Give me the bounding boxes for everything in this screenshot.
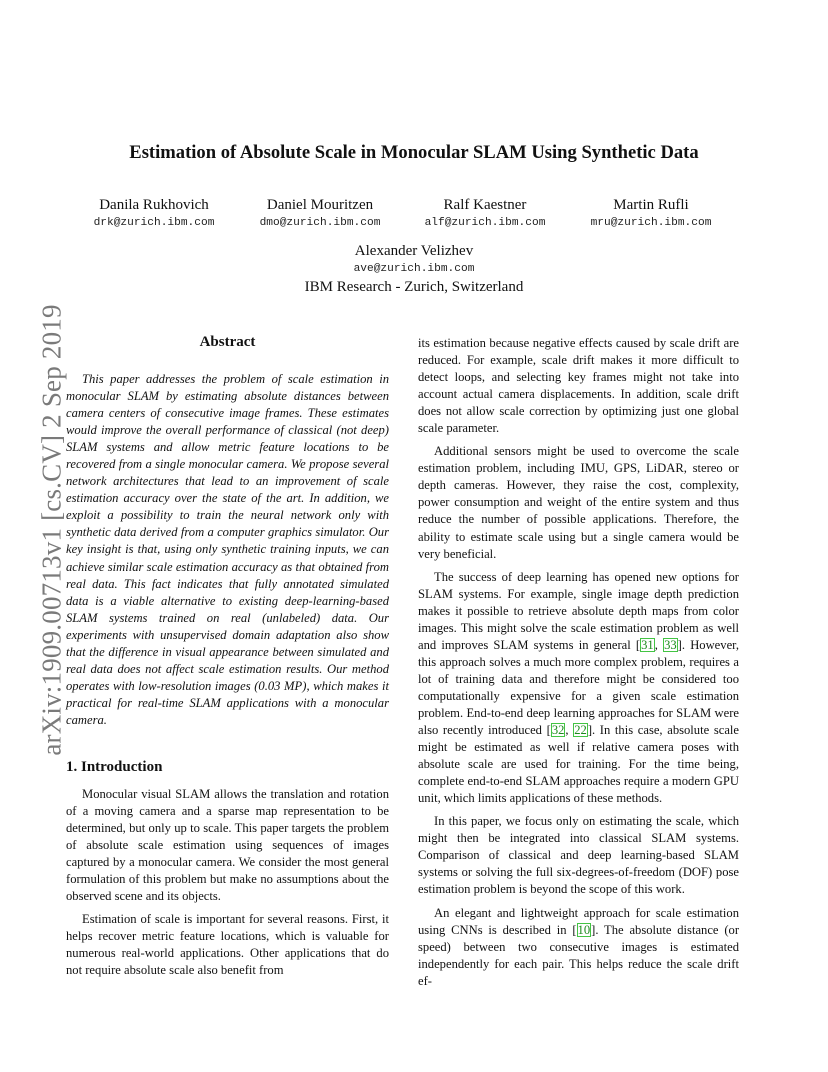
author-name: Martin Rufli — [613, 197, 689, 213]
citation-link[interactable]: 10 — [577, 922, 591, 937]
paragraph-text: ]. However, this approach solves a much more complex problem, requires a lot of training data and therefore might be considered too computationally expensive for a given scale estimation problem. End-to-end deep learning approaches for SLAM were also recently introduced [ — [418, 637, 739, 738]
paragraph: In this paper, we focus only on estimating the scale, which might then be integrated into classical SLAM systems. Comparison of classical and deep learning-based SLAM systems or solving the full six-degrees-of-freedom (DOF) pose estimation problem is beyond the scope of this work. — [418, 814, 739, 897]
paragraph: Monocular visual SLAM allows the translation and rotation of a moving camera and a sparse map representation to be determined, but only up to scale. This paper targets the problem of absolute scale estimation using sequences of images captured by a monocular camera. We consider the most general formulation of this problem but make no assumptions about the observed scene and its objects. — [66, 787, 389, 904]
paragraph-text: ]. The absolute distance (or speed) between two consecutive images is estimated independently for each pair. This helps reduce the scale drift ef- — [418, 922, 740, 988]
paragraph — [418, 905, 739, 990]
abstract-body — [66, 371, 389, 729]
abstract-heading: Abstract — [199, 334, 256, 350]
introduction-body — [66, 786, 389, 980]
author-name: Danila Rukhovich — [99, 197, 209, 213]
author-name: Ralf Kaestner — [443, 197, 527, 213]
author-email: drk@zurich.ibm.com — [93, 217, 215, 229]
author-email: alf@zurich.ibm.com — [424, 217, 546, 229]
paragraph: Additional sensors might be used to overcome the scale estimation problem, including IMU, GPS, LiDAR, stereo or depth cameras. However, they raise the cost, complexity, power consumption and weight of the entire system and thus reduce the number of possible applications. Therefore, the ability to estimate scale using but a single camera would be very beneficial. — [418, 444, 739, 561]
paragraph-text: ]. In this case, absolute scale might be estimated as well if relative camera poses with absolute scale are used for training. For the time being, complete end-to-end SLAM approaches require a modern GPU unit, which limits applications of these methods. — [418, 723, 740, 806]
paragraph: Estimation of scale is important for several reasons. First, it helps recover metric feature locations, which is valuable for numerous real-world applications. Other applications that do not require absolute scale also benefit from — [66, 912, 389, 978]
author-email: dmo@zurich.ibm.com — [259, 217, 381, 229]
author-block — [551, 196, 751, 232]
right-column — [418, 335, 739, 990]
arxiv-identifier: arXiv:1909.00713v1 [cs.CV] 2 Sep 2019 — [36, 304, 67, 756]
paragraph: its estimation because negative effects caused by scale drift are reduced. For example, scale drift makes it more difficult to detect loops, and selecting key frames might not take into account actual camera displacements. In addition, scale drift does not allow scale correction by optimizing just one global scale parameter. — [418, 336, 739, 436]
citation-link[interactable]: 33 — [664, 637, 677, 652]
section-heading-introduction: 1. Introduction — [66, 759, 163, 775]
author-email: mru@zurich.ibm.com — [590, 217, 712, 229]
author-block — [302, 242, 526, 278]
paragraph-text: An elegant and lightweight approach for scale estimation using CNNs is described in [ — [418, 905, 739, 937]
citation-link[interactable]: 22 — [574, 723, 587, 738]
paragraph: The success of deep learning has opened new options for SLAM systems. For example, single image depth prediction makes it possible to retrieve absolute depth maps from color images. This might solve the scale estimation problem as well and improves SLAM systems in general [31, 33]. However, this approach solves a much more complex problem, requires a lot of training data and therefore might be considered too computationally expensive for a given scale estimation problem. End-to-end deep learning approaches for SLAM were also recently introduced [32, 22]. In this case, absolute scale might be estimated as well if relative camera poses with absolute scale are used for training. For the time being, complete end-to-end SLAM approaches require a modern GPU unit, which limits applications of these methods. — [418, 569, 740, 806]
author-email: ave@zurich.ibm.com — [353, 263, 475, 275]
abstract-paragraph: This paper addresses the problem of scale estimation in monocular SLAM by estimating absolute distances between camera centers of consecutive image frames. These estimates would improve the overall performance of classical (not deep) SLAM systems and allow metric feature locations to be recovered from a single monocular camera. We propose several network architectures that lead to an improvement of scale estimation accuracy over the state of the art. In addition, we exploit a possibility to train the neural network only with synthetic data derived from a computer graphics simulator. Our key insight is that, using only synthetic training inputs, we can achieve similar scale estimation accuracy as that obtained from real data. This fact indicates that fully annotated simulated data is a viable alternative to existing deep-learning-based SLAM systems trained on real (unlabeled) data. Our experiments with unsupervised domain adaptation also show that the difference in visual appearance between simulated and real data does not affect scale estimation results. Our method operates with low-resolution images (0.03 MP), which makes it practical for real-time SLAM applications with a monocular camera. — [66, 372, 389, 727]
affiliation: IBM Research - Zurich, Switzerland — [304, 279, 524, 295]
author-name: Alexander Velizhev — [354, 243, 474, 259]
citation-link[interactable]: 31 — [641, 637, 654, 652]
citation-link[interactable]: 32 — [551, 723, 565, 738]
author-name: Daniel Mouritzen — [266, 197, 374, 213]
paper-title: Estimation of Absolute Scale in Monocular SLAM Using Synthetic Data — [129, 142, 699, 163]
paragraph-text: The success of deep learning has opened new options for SLAM systems. For example, single image depth prediction makes it possible to retrieve absolute depth maps from color images. This might solve the scale estimation problem as well and improves SLAM systems in general [ — [418, 569, 739, 652]
